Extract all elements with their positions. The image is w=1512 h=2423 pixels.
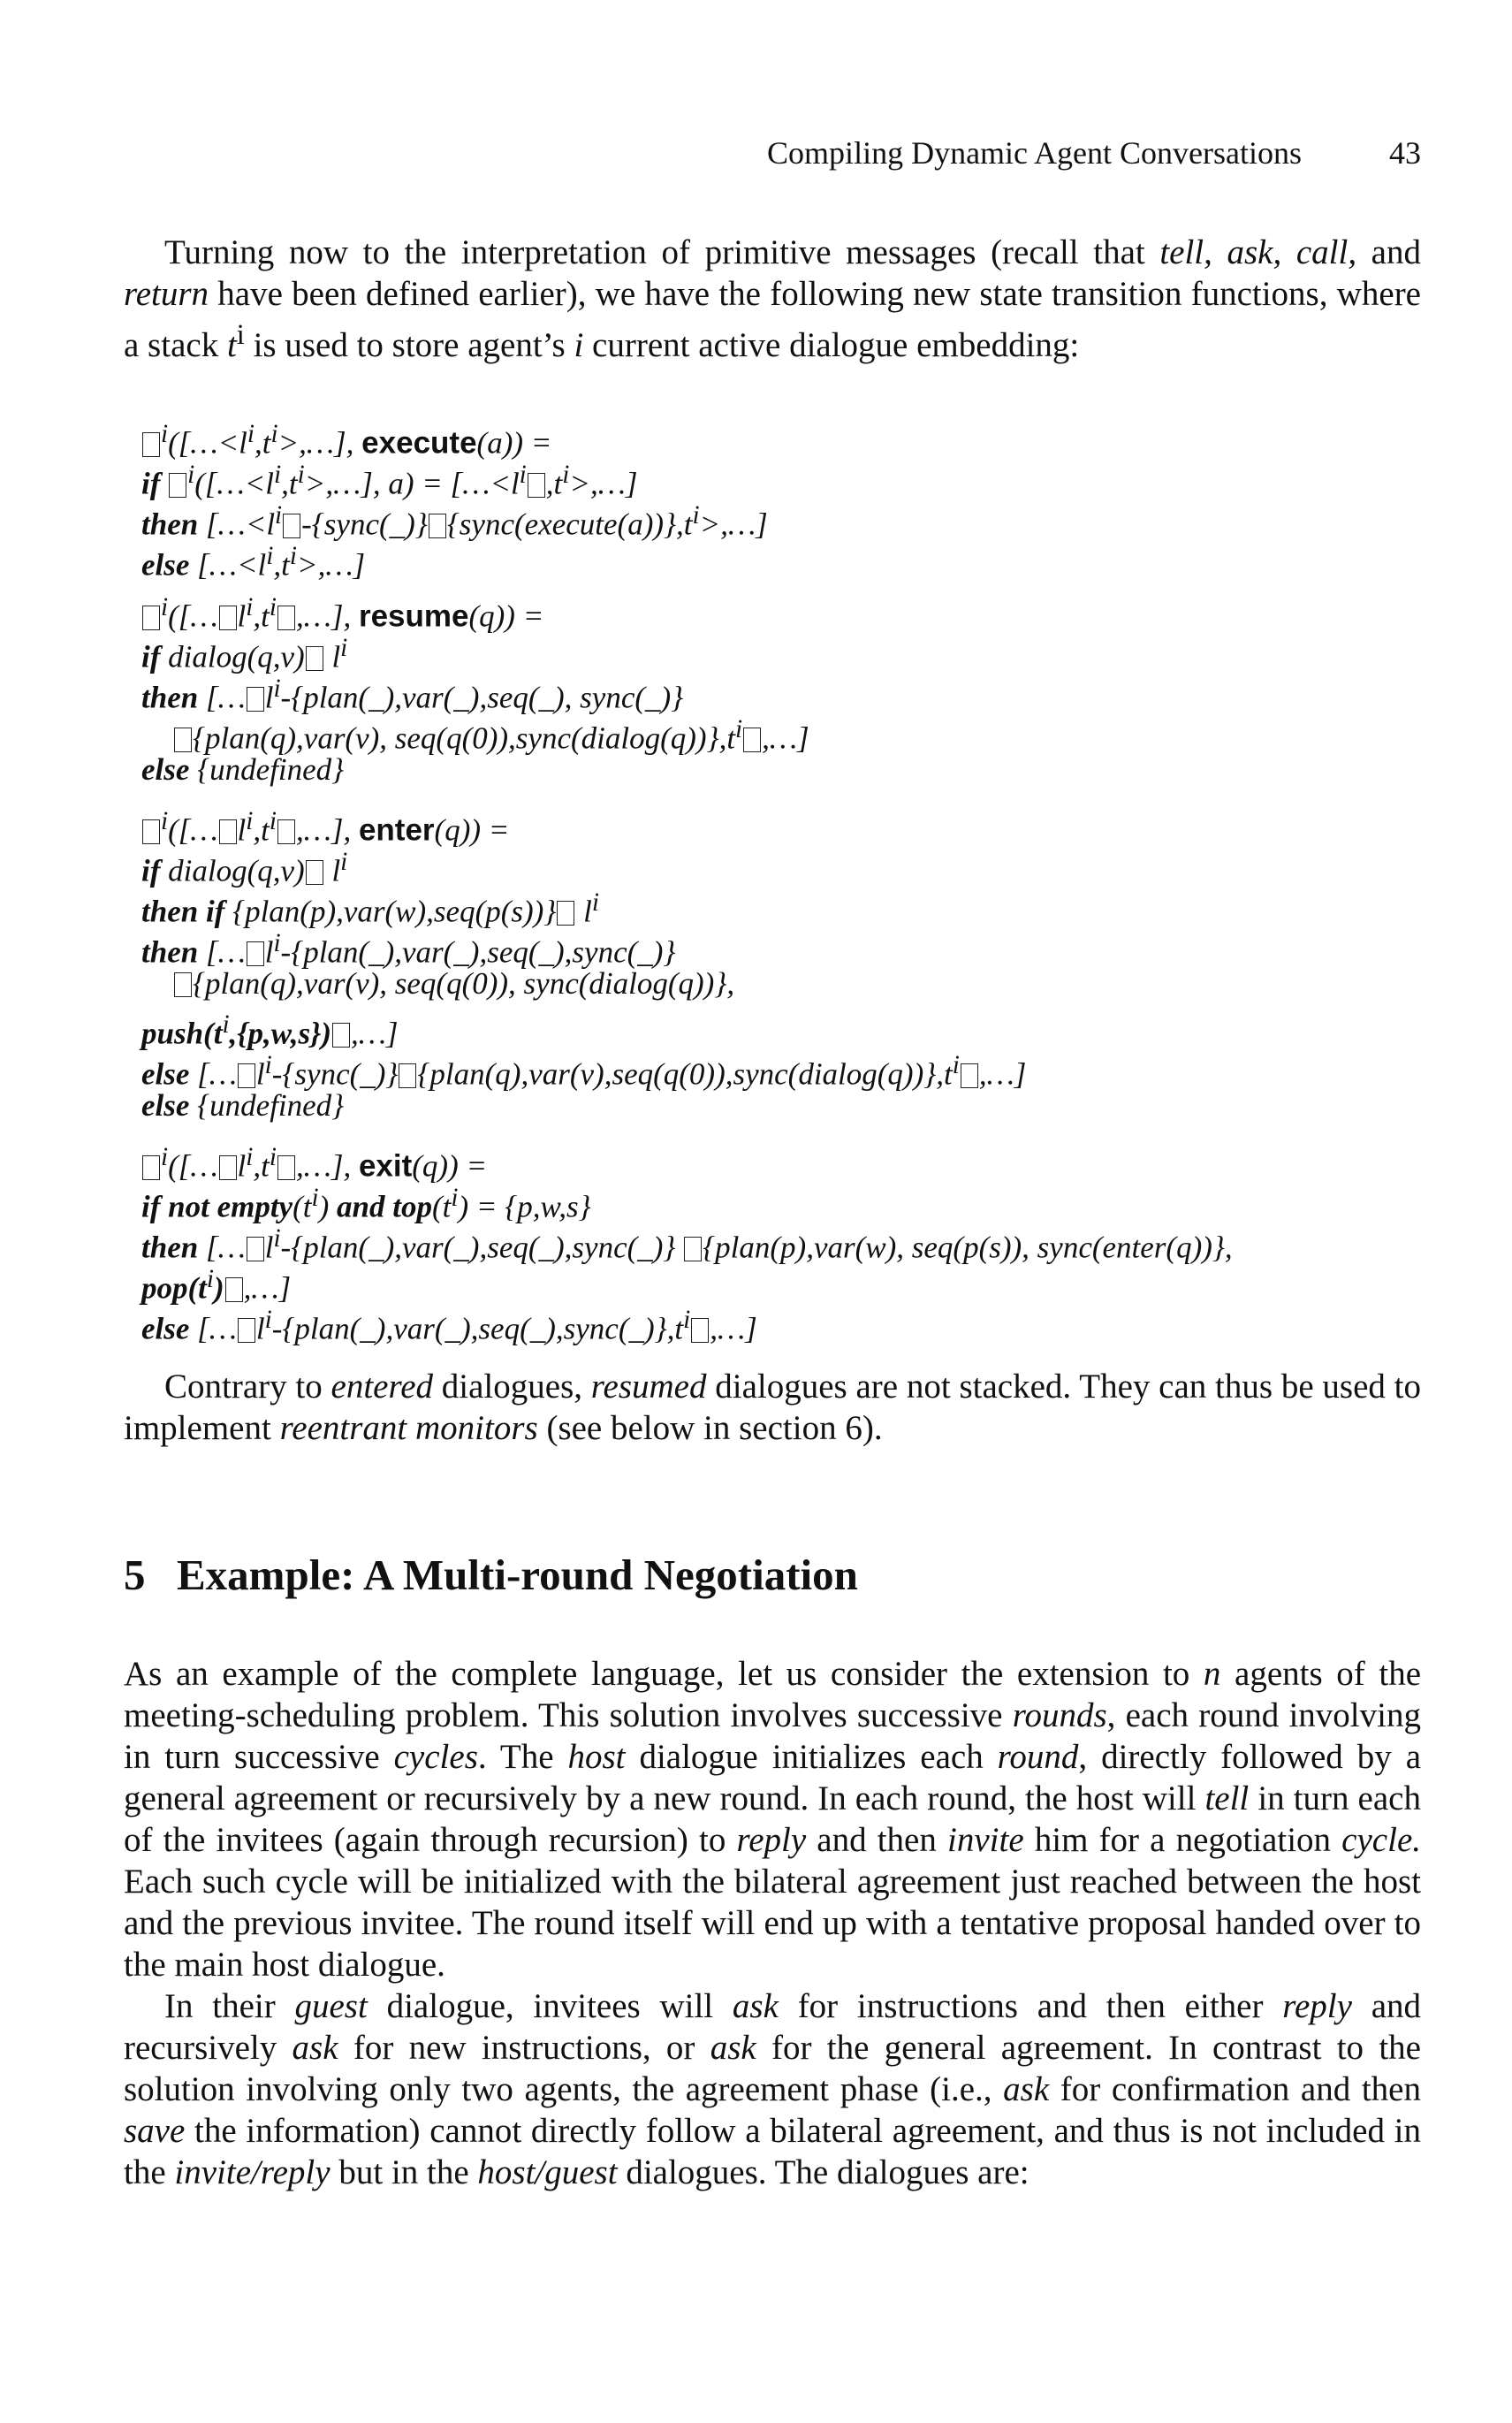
emphasis: cycle. xyxy=(1341,1821,1421,1859)
missing-glyph-icon xyxy=(219,819,237,844)
text: -{plan(_),var(_),seq(_),sync(_)} xyxy=(280,1230,684,1265)
text: for new instructions, or xyxy=(338,2029,710,2067)
text: ,t xyxy=(545,466,563,501)
superscript: i xyxy=(519,461,527,489)
text: l xyxy=(237,812,247,848)
text: dialogues, xyxy=(433,1368,591,1406)
missing-glyph-icon xyxy=(277,606,295,630)
text: [… xyxy=(189,1311,237,1346)
missing-glyph-icon xyxy=(219,1155,237,1180)
section-number: 5 xyxy=(124,1551,146,1599)
text: , directly followed by a general agreement or recursively by a new round. In each round, the host will xyxy=(124,1738,1422,1817)
example-paragraph-1 xyxy=(124,1653,1421,1985)
emphasis: ask xyxy=(710,2029,756,2067)
superscript: i xyxy=(269,1143,277,1171)
formula-line xyxy=(141,536,1414,583)
running-header xyxy=(124,134,1421,177)
missing-glyph-icon xyxy=(277,819,295,844)
text: for instructions and then either xyxy=(778,1987,1283,2025)
example-paragraph-2 xyxy=(124,1985,1421,2193)
emphasis: rounds xyxy=(1012,1696,1107,1734)
text: dialogue, invitees will xyxy=(367,1987,733,2025)
text: >,…], xyxy=(277,425,362,461)
text: in turn each of the invitees (again through recursion) to xyxy=(124,1779,1421,1859)
text: >,…] xyxy=(569,466,638,501)
text: ([…<l xyxy=(194,466,274,501)
emphasis: cycles xyxy=(393,1738,478,1776)
missing-glyph-icon xyxy=(142,606,160,630)
superscript: i xyxy=(297,461,305,489)
contrary-paragraph xyxy=(124,1366,1421,1449)
text: (q)) = xyxy=(412,1148,488,1184)
text: dialogues. The dialogues are: xyxy=(617,2153,1030,2191)
text: l xyxy=(323,853,341,888)
text: {plan(q),var(v), seq(q(0)),sync(dialog(q))},t xyxy=(193,720,736,756)
keyword: if xyxy=(141,466,161,501)
text: ,…] xyxy=(978,1056,1027,1092)
superscript: i xyxy=(289,542,297,570)
superscript: i xyxy=(683,1306,691,1334)
keyword: pop(t xyxy=(141,1270,207,1306)
missing-glyph-icon xyxy=(557,901,574,926)
text: and then xyxy=(806,1821,947,1859)
emphasis: return xyxy=(124,275,209,313)
emphasis: host xyxy=(567,1738,626,1776)
text: (q)) = xyxy=(434,812,510,848)
superscript: i xyxy=(264,1306,272,1334)
text: and xyxy=(1356,233,1421,271)
text: l xyxy=(255,1311,265,1346)
text: l xyxy=(237,598,247,634)
missing-glyph-icon xyxy=(174,728,192,752)
text: {plan(q),var(v),seq(q(0)),sync(dialog(q))},t xyxy=(417,1056,953,1092)
superscript: i xyxy=(161,807,169,835)
emphasis: reentrant monitors xyxy=(279,1409,538,1447)
formula-line xyxy=(141,495,1414,542)
text: ) xyxy=(318,1189,337,1224)
text: [… xyxy=(198,934,246,970)
text: dialog(q,v) xyxy=(160,853,305,888)
formula-line xyxy=(141,842,1414,888)
superscript: i xyxy=(161,1143,169,1171)
text: -{plan(_),var(_),seq(_), sync(_)} xyxy=(280,680,684,715)
missing-glyph-icon xyxy=(277,1155,295,1180)
keyword: then xyxy=(141,507,199,542)
text: but in the xyxy=(330,2153,478,2191)
text: is used to store agent’s xyxy=(244,326,574,364)
keyword: then xyxy=(141,1230,199,1265)
text: ,t xyxy=(253,812,270,848)
text: ,…] xyxy=(243,1270,292,1306)
text: -{plan(_),var(_),seq(_),sync(_)} xyxy=(280,934,676,970)
text: ,t xyxy=(281,466,298,501)
text: (q)) = xyxy=(468,598,544,634)
intro-paragraph xyxy=(124,232,1421,366)
superscript: i xyxy=(236,319,245,351)
operator-name: enter xyxy=(358,812,435,848)
text: {plan(q),var(v), seq(q(0)), sync(dialog(q))}, xyxy=(193,966,735,1001)
formula-line xyxy=(141,801,1414,848)
missing-glyph-icon xyxy=(332,1023,350,1048)
superscript: i xyxy=(340,848,348,876)
missing-glyph-icon xyxy=(528,473,545,498)
text: l xyxy=(575,894,592,929)
text: ,…] xyxy=(351,1016,399,1051)
text: dialogue initializes each xyxy=(625,1738,998,1776)
section-title: Example: A Multi-round Negotiation xyxy=(177,1551,858,1599)
emphasis: t xyxy=(226,326,237,364)
text: ,t xyxy=(253,598,270,634)
text: have been defined earlier), we have the following new state transition functions, where a stack xyxy=(124,275,1421,364)
missing-glyph-icon xyxy=(306,646,323,671)
keyword: if xyxy=(141,853,161,888)
text: agents of the meeting-scheduling problem. This solution involves successive xyxy=(124,1655,1421,1734)
page-number: 43 xyxy=(1389,135,1421,171)
missing-glyph-icon xyxy=(961,1063,978,1088)
superscript: i xyxy=(451,1184,459,1212)
text: Each such cycle will be initialized with the bilateral agreement just reached between the host and the previous invitee. The round itself will end up with a tentative proposal handed over to the main host dialogue. xyxy=(124,1863,1421,1984)
text: . The xyxy=(477,1738,568,1776)
formula-line xyxy=(141,1299,1414,1346)
missing-glyph-icon xyxy=(174,972,192,997)
text: for the general agreement. In contrast to the solution involving only two agents, the agreement phase (i.e., xyxy=(124,2029,1421,2108)
text: ,…] xyxy=(710,1311,757,1346)
formula-line xyxy=(141,628,1414,674)
text: {plan(p),var(w), seq(p(s)), sync(enter(q))}, xyxy=(703,1230,1233,1265)
running-title: Compiling Dynamic Agent Conversations xyxy=(767,135,1302,171)
execute-rule xyxy=(141,414,1414,583)
formula-line xyxy=(141,1218,1414,1265)
emphasis: round xyxy=(997,1738,1079,1776)
text: l xyxy=(323,639,341,674)
superscript: i xyxy=(269,807,277,835)
superscript: i xyxy=(266,542,274,570)
keyword: then xyxy=(141,934,199,970)
text: ,…], xyxy=(295,1148,359,1184)
text: ) = {p,w,s} xyxy=(458,1189,591,1224)
missing-glyph-icon xyxy=(306,860,323,885)
superscript: i xyxy=(161,593,169,621)
text: ,t xyxy=(254,425,271,461)
missing-glyph-icon xyxy=(743,728,761,752)
superscript: i xyxy=(269,593,277,621)
superscript: i xyxy=(247,420,255,448)
text: and recursively xyxy=(124,1987,1422,2067)
example-section-body xyxy=(124,1653,1421,2193)
missing-glyph-icon xyxy=(247,941,264,966)
section-heading xyxy=(124,1549,1421,1602)
emphasis: ask xyxy=(292,2029,338,2067)
emphasis: reply xyxy=(736,1821,807,1859)
keyword: if not empty xyxy=(141,1189,293,1224)
keyword: then xyxy=(141,680,199,715)
superscript: i xyxy=(340,634,348,662)
missing-glyph-icon xyxy=(142,432,160,457)
text: ([…<l xyxy=(168,425,247,461)
keyword: else xyxy=(141,1311,190,1346)
text: for confirmation and then xyxy=(1049,2070,1421,2108)
transition-functions xyxy=(141,414,1414,1351)
text: (see below in section 6). xyxy=(537,1409,883,1447)
emphasis: reply xyxy=(1282,1987,1352,2025)
formula-line xyxy=(141,1137,1414,1184)
emphasis: ask xyxy=(732,1987,779,2025)
keyword: and top xyxy=(337,1189,432,1224)
exit-rule xyxy=(141,1137,1414,1346)
emphasis: invite/reply xyxy=(174,2153,331,2191)
superscript: i xyxy=(692,501,700,530)
text: l xyxy=(264,680,274,715)
superscript: i xyxy=(246,807,254,835)
missing-glyph-icon xyxy=(399,1063,416,1088)
superscript: i xyxy=(273,1224,281,1253)
emphasis: n xyxy=(1203,1655,1221,1693)
formula-line xyxy=(141,709,1414,756)
text: [… xyxy=(198,1230,246,1265)
superscript: i xyxy=(222,1010,230,1039)
text: {sync(execute(a))},t xyxy=(446,507,693,542)
text: […<l xyxy=(189,547,267,583)
text: ,…] xyxy=(762,720,809,756)
superscript: i xyxy=(273,674,281,703)
text: {undefined} xyxy=(189,1088,345,1123)
superscript: i xyxy=(562,461,570,489)
text: {plan(p),var(w),seq(p(s))} xyxy=(224,894,557,929)
missing-glyph-icon xyxy=(142,819,160,844)
missing-glyph-icon xyxy=(238,1063,255,1088)
text: -{sync(_)} xyxy=(301,507,428,542)
text: In their xyxy=(164,1987,295,2025)
superscript: i xyxy=(246,593,254,621)
superscript: i xyxy=(274,461,282,489)
emphasis: i xyxy=(574,326,584,364)
text: {undefined} xyxy=(189,752,345,787)
text: l xyxy=(237,1148,247,1184)
emphasis: tell xyxy=(1204,1779,1250,1817)
keyword: else xyxy=(141,547,190,583)
missing-glyph-icon xyxy=(219,606,237,630)
text: ,…], xyxy=(295,598,359,634)
text: As an example of the complete language, let us consider the extension to xyxy=(124,1655,1204,1693)
superscript: i xyxy=(270,420,278,448)
formula-line xyxy=(141,882,1414,929)
missing-glyph-icon xyxy=(247,687,264,712)
superscript: i xyxy=(311,1184,319,1212)
text: -{plan(_),var(_),seq(_),sync(_)},t xyxy=(271,1311,684,1346)
emphasis: entered xyxy=(331,1368,434,1406)
text: him for a negotiation xyxy=(1023,1821,1342,1859)
text: ,t xyxy=(253,1148,270,1184)
formula-line xyxy=(141,923,1414,970)
emphasis: invite xyxy=(947,1821,1024,1859)
keyword: else xyxy=(141,1088,190,1123)
text: >,…], a) = […<l xyxy=(304,466,520,501)
missing-glyph-icon xyxy=(691,1318,709,1343)
operator-name: execute xyxy=(361,425,477,461)
text: >,…] xyxy=(699,507,768,542)
keyword: push(t xyxy=(141,1016,223,1051)
text: l xyxy=(264,1230,274,1265)
text: current active dialogue embedding: xyxy=(583,326,1080,364)
superscript: i xyxy=(735,715,743,743)
text: , each round involving in turn successive xyxy=(124,1696,1421,1776)
text: -{sync(_)} xyxy=(271,1056,399,1092)
text: ([… xyxy=(168,1148,218,1184)
superscript: i xyxy=(187,461,195,489)
missing-glyph-icon xyxy=(238,1318,255,1343)
keyword: if xyxy=(141,639,161,674)
formula-line xyxy=(141,1177,1414,1224)
missing-glyph-icon xyxy=(247,1237,264,1261)
superscript: i xyxy=(206,1265,214,1293)
superscript: i xyxy=(273,929,281,957)
text: Turning now to the interpretation of primitive messages (recall that xyxy=(164,233,1160,271)
text: Contrary to xyxy=(164,1368,331,1406)
formula-line xyxy=(141,668,1414,715)
text: (t xyxy=(293,1189,312,1224)
superscript: i xyxy=(246,1143,254,1171)
emphasis: tell, ask, call, xyxy=(1159,233,1357,271)
missing-glyph-icon xyxy=(169,473,186,498)
formula-line xyxy=(141,1045,1414,1092)
keyword: then if xyxy=(141,894,225,929)
missing-glyph-icon xyxy=(225,1277,243,1302)
emphasis: host/guest xyxy=(477,2153,618,2191)
superscript: i xyxy=(952,1051,960,1079)
superscript: i xyxy=(161,420,169,448)
keyword: else xyxy=(141,752,190,787)
text: l xyxy=(255,1056,265,1092)
emphasis: resumed xyxy=(590,1368,707,1406)
formula-line xyxy=(141,587,1414,634)
formula-line xyxy=(141,454,1414,501)
missing-glyph-icon xyxy=(429,514,446,538)
missing-glyph-icon xyxy=(142,1155,160,1180)
text: ,…], xyxy=(295,812,359,848)
missing-glyph-icon xyxy=(283,514,300,538)
resume-rule xyxy=(141,587,1414,790)
superscript: i xyxy=(591,888,599,917)
text: ,t xyxy=(273,547,290,583)
formula-line xyxy=(141,964,1414,1004)
text: the information) cannot directly follow a bilateral agreement, and thus is not included in the xyxy=(124,2112,1421,2191)
text: [… xyxy=(198,680,246,715)
text: ([… xyxy=(168,598,218,634)
keyword: else xyxy=(141,1056,190,1092)
text: l xyxy=(264,934,274,970)
emphasis: guest xyxy=(294,1987,368,2025)
text: [… xyxy=(189,1056,237,1092)
emphasis: ask xyxy=(1003,2070,1050,2108)
text: dialog(q,v) xyxy=(160,639,305,674)
text: (t xyxy=(431,1189,452,1224)
formula-line xyxy=(141,414,1414,461)
text: >,…] xyxy=(296,547,366,583)
missing-glyph-icon xyxy=(684,1237,702,1261)
text: ([… xyxy=(168,812,218,848)
operator-name: resume xyxy=(358,598,469,634)
text: (a)) = xyxy=(476,425,552,461)
text: dialogues are not stacked. They can thus be used to implement xyxy=(124,1368,1421,1447)
emphasis: save xyxy=(124,2112,186,2150)
text: […<l xyxy=(198,507,276,542)
keyword: ) xyxy=(214,1270,224,1306)
keyword: ,{p,w,s}) xyxy=(229,1016,331,1051)
enter-rule xyxy=(141,801,1414,1126)
formula-line xyxy=(141,1004,1414,1051)
operator-name: exit xyxy=(358,1148,413,1184)
superscript: i xyxy=(275,501,283,530)
superscript: i xyxy=(264,1051,272,1079)
